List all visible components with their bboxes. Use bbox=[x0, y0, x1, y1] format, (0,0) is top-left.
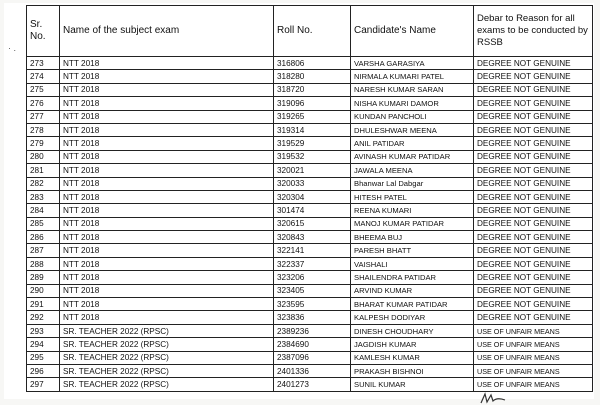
sr-no-cell: 295 bbox=[27, 351, 60, 364]
document-page bbox=[4, 3, 594, 399]
exam-name-cell: NTT 2018 bbox=[60, 97, 274, 110]
candidate-name-cell: KAMLESH KUMAR bbox=[351, 351, 474, 364]
debar-reason-cell: USE OF UNFAIR MEANS bbox=[474, 378, 593, 391]
candidate-name-cell: BHARAT KUMAR PATIDAR bbox=[351, 298, 474, 311]
debar-reason-cell: DEGREE NOT GENUINE bbox=[474, 123, 593, 136]
exam-name-cell: NTT 2018 bbox=[60, 257, 274, 270]
exam-name-cell: NTT 2018 bbox=[60, 70, 274, 83]
candidate-name-cell: BHEEMA BUJ bbox=[351, 231, 474, 244]
candidate-name-cell: PARESH BHATT bbox=[351, 244, 474, 257]
debar-reason-cell: DEGREE NOT GENUINE bbox=[474, 164, 593, 177]
table-row bbox=[27, 70, 593, 83]
table-row bbox=[27, 244, 593, 257]
exam-name-cell: NTT 2018 bbox=[60, 244, 274, 257]
table-row bbox=[27, 298, 593, 311]
table-row bbox=[27, 110, 593, 123]
header-sr-no: Sr. No. bbox=[27, 6, 60, 57]
candidate-name-cell: VAISHALI bbox=[351, 257, 474, 270]
candidate-name-cell: HITESH PATEL bbox=[351, 190, 474, 203]
sr-no-cell: 296 bbox=[27, 364, 60, 377]
candidate-name-cell: AVINASH KUMAR PATIDAR bbox=[351, 150, 474, 163]
sr-no-cell: 277 bbox=[27, 110, 60, 123]
sr-no-cell: 280 bbox=[27, 150, 60, 163]
roll-no-cell: 319529 bbox=[274, 137, 351, 150]
debar-reason-cell: DEGREE NOT GENUINE bbox=[474, 204, 593, 217]
candidate-name-cell: KALPESH DODIYAR bbox=[351, 311, 474, 324]
exam-name-cell: NTT 2018 bbox=[60, 271, 274, 284]
sr-no-cell: 276 bbox=[27, 97, 60, 110]
candidate-name-cell: VARSHA GARASIYA bbox=[351, 57, 474, 70]
sr-no-cell: 275 bbox=[27, 83, 60, 96]
table-row bbox=[27, 257, 593, 270]
table-row bbox=[27, 271, 593, 284]
sr-no-cell: 274 bbox=[27, 70, 60, 83]
table-row bbox=[27, 351, 593, 364]
debar-reason-cell: DEGREE NOT GENUINE bbox=[474, 190, 593, 203]
roll-no-cell: 2389236 bbox=[274, 324, 351, 337]
candidate-name-cell: MANOJ KUMAR PATIDAR bbox=[351, 217, 474, 230]
roll-no-cell: 301474 bbox=[274, 204, 351, 217]
sr-no-cell: 273 bbox=[27, 57, 60, 70]
debar-reason-cell: DEGREE NOT GENUINE bbox=[474, 244, 593, 257]
roll-no-cell: 323595 bbox=[274, 298, 351, 311]
exam-name-cell: SR. TEACHER 2022 (RPSC) bbox=[60, 364, 274, 377]
roll-no-cell: 319532 bbox=[274, 150, 351, 163]
sr-no-cell: 279 bbox=[27, 137, 60, 150]
exam-name-cell: NTT 2018 bbox=[60, 137, 274, 150]
table-row bbox=[27, 364, 593, 377]
roll-no-cell: 320033 bbox=[274, 177, 351, 190]
exam-name-cell: NTT 2018 bbox=[60, 298, 274, 311]
roll-no-cell: 320021 bbox=[274, 164, 351, 177]
exam-name-cell: SR. TEACHER 2022 (RPSC) bbox=[60, 338, 274, 351]
table-row bbox=[27, 164, 593, 177]
table-row bbox=[27, 177, 593, 190]
exam-name-cell: NTT 2018 bbox=[60, 164, 274, 177]
exam-name-cell: NTT 2018 bbox=[60, 204, 274, 217]
sr-no-cell: 293 bbox=[27, 324, 60, 337]
debar-reason-cell: DEGREE NOT GENUINE bbox=[474, 57, 593, 70]
sr-no-cell: 289 bbox=[27, 271, 60, 284]
roll-no-cell: 323405 bbox=[274, 284, 351, 297]
debar-reason-cell: DEGREE NOT GENUINE bbox=[474, 177, 593, 190]
sr-no-cell: 291 bbox=[27, 298, 60, 311]
debar-reason-cell: DEGREE NOT GENUINE bbox=[474, 70, 593, 83]
table-row bbox=[27, 338, 593, 351]
sr-no-cell: 292 bbox=[27, 311, 60, 324]
exam-name-cell: NTT 2018 bbox=[60, 110, 274, 123]
roll-no-cell: 322141 bbox=[274, 244, 351, 257]
margin-mark: · . bbox=[8, 43, 16, 53]
debar-reason-cell: DEGREE NOT GENUINE bbox=[474, 231, 593, 244]
table-row bbox=[27, 324, 593, 337]
debar-reason-cell: DEGREE NOT GENUINE bbox=[474, 217, 593, 230]
table-row bbox=[27, 231, 593, 244]
candidate-name-cell: JAGDISH KUMAR bbox=[351, 338, 474, 351]
sr-no-cell: 282 bbox=[27, 177, 60, 190]
table-row bbox=[27, 123, 593, 136]
debar-reason-cell: DEGREE NOT GENUINE bbox=[474, 298, 593, 311]
sr-no-cell: 286 bbox=[27, 231, 60, 244]
debar-reason-cell: DEGREE NOT GENUINE bbox=[474, 97, 593, 110]
header-subject-exam: Name of the subject exam bbox=[60, 6, 274, 57]
roll-no-cell: 2401273 bbox=[274, 378, 351, 391]
exam-name-cell: NTT 2018 bbox=[60, 57, 274, 70]
candidate-name-cell: DHULESHWAR MEENA bbox=[351, 123, 474, 136]
sr-no-cell: 288 bbox=[27, 257, 60, 270]
roll-no-cell: 2387096 bbox=[274, 351, 351, 364]
table-row bbox=[27, 190, 593, 203]
roll-no-cell: 322337 bbox=[274, 257, 351, 270]
candidate-name-cell: REENA KUMARI bbox=[351, 204, 474, 217]
debar-reason-cell: DEGREE NOT GENUINE bbox=[474, 311, 593, 324]
table-row bbox=[27, 378, 593, 391]
debar-reason-cell: DEGREE NOT GENUINE bbox=[474, 110, 593, 123]
sr-no-cell: 297 bbox=[27, 378, 60, 391]
roll-no-cell: 320843 bbox=[274, 231, 351, 244]
table-row bbox=[27, 137, 593, 150]
table-body bbox=[27, 57, 593, 392]
debar-reason-cell: DEGREE NOT GENUINE bbox=[474, 83, 593, 96]
candidate-name-cell: ARVIND KUMAR bbox=[351, 284, 474, 297]
debar-reason-cell: DEGREE NOT GENUINE bbox=[474, 150, 593, 163]
roll-no-cell: 323836 bbox=[274, 311, 351, 324]
roll-no-cell: 316806 bbox=[274, 57, 351, 70]
table-header-row bbox=[27, 6, 593, 57]
candidate-name-cell: KUNDAN PANCHOLI bbox=[351, 110, 474, 123]
sr-no-cell: 278 bbox=[27, 123, 60, 136]
sr-no-cell: 283 bbox=[27, 190, 60, 203]
debar-reason-cell: USE OF UNFAIR MEANS bbox=[474, 351, 593, 364]
debar-reason-cell: USE OF UNFAIR MEANS bbox=[474, 338, 593, 351]
exam-name-cell: NTT 2018 bbox=[60, 123, 274, 136]
candidate-name-cell: Bhanwar Lal Dabgar bbox=[351, 177, 474, 190]
sr-no-cell: 290 bbox=[27, 284, 60, 297]
roll-no-cell: 320615 bbox=[274, 217, 351, 230]
exam-name-cell: NTT 2018 bbox=[60, 150, 274, 163]
exam-name-cell: NTT 2018 bbox=[60, 190, 274, 203]
table-row bbox=[27, 97, 593, 110]
debar-reason-cell: DEGREE NOT GENUINE bbox=[474, 137, 593, 150]
table-row bbox=[27, 204, 593, 217]
debar-reason-cell: DEGREE NOT GENUINE bbox=[474, 284, 593, 297]
roll-no-cell: 318720 bbox=[274, 83, 351, 96]
exam-name-cell: NTT 2018 bbox=[60, 231, 274, 244]
candidate-name-cell: NARESH KUMAR SARAN bbox=[351, 83, 474, 96]
candidate-name-cell: SHAILENDRA PATIDAR bbox=[351, 271, 474, 284]
table-row bbox=[27, 217, 593, 230]
candidate-name-cell: ANIL PATIDAR bbox=[351, 137, 474, 150]
sr-no-cell: 285 bbox=[27, 217, 60, 230]
roll-no-cell: 320304 bbox=[274, 190, 351, 203]
table-row bbox=[27, 83, 593, 96]
exam-name-cell: SR. TEACHER 2022 (RPSC) bbox=[60, 351, 274, 364]
exam-name-cell: SR. TEACHER 2022 (RPSC) bbox=[60, 378, 274, 391]
debar-reason-cell: USE OF UNFAIR MEANS bbox=[474, 364, 593, 377]
exam-name-cell: NTT 2018 bbox=[60, 177, 274, 190]
debar-reason-cell: DEGREE NOT GENUINE bbox=[474, 271, 593, 284]
roll-no-cell: 2401336 bbox=[274, 364, 351, 377]
exam-name-cell: NTT 2018 bbox=[60, 83, 274, 96]
roll-no-cell: 319096 bbox=[274, 97, 351, 110]
candidate-name-cell: NISHA KUMARI DAMOR bbox=[351, 97, 474, 110]
roll-no-cell: 319314 bbox=[274, 123, 351, 136]
roll-no-cell: 323206 bbox=[274, 271, 351, 284]
header-roll-no: Roll No. bbox=[274, 6, 351, 57]
header-debar-reason: Debar to Reason for all exams to be conducted by RSSB bbox=[474, 6, 593, 57]
roll-no-cell: 2384690 bbox=[274, 338, 351, 351]
candidate-name-cell: PRAKASH BISHNOI bbox=[351, 364, 474, 377]
debarred-candidates-table bbox=[26, 5, 593, 392]
sr-no-cell: 281 bbox=[27, 164, 60, 177]
exam-name-cell: NTT 2018 bbox=[60, 217, 274, 230]
candidate-name-cell: JAWALA MEENA bbox=[351, 164, 474, 177]
table-row bbox=[27, 284, 593, 297]
debar-reason-cell: DEGREE NOT GENUINE bbox=[474, 257, 593, 270]
candidate-name-cell: NIRMALA KUMARI PATEL bbox=[351, 70, 474, 83]
sr-no-cell: 294 bbox=[27, 338, 60, 351]
table-row bbox=[27, 150, 593, 163]
header-candidate-name: Candidate's Name bbox=[351, 6, 474, 57]
roll-no-cell: 318280 bbox=[274, 70, 351, 83]
exam-name-cell: NTT 2018 bbox=[60, 311, 274, 324]
debar-reason-cell: USE OF UNFAIR MEANS bbox=[474, 324, 593, 337]
sr-no-cell: 287 bbox=[27, 244, 60, 257]
table-row bbox=[27, 311, 593, 324]
exam-name-cell: NTT 2018 bbox=[60, 284, 274, 297]
table-row bbox=[27, 57, 593, 70]
candidate-name-cell: SUNIL KUMAR bbox=[351, 378, 474, 391]
candidate-name-cell: DINESH CHOUDHARY bbox=[351, 324, 474, 337]
roll-no-cell: 319265 bbox=[274, 110, 351, 123]
sr-no-cell: 284 bbox=[27, 204, 60, 217]
exam-name-cell: SR. TEACHER 2022 (RPSC) bbox=[60, 324, 274, 337]
